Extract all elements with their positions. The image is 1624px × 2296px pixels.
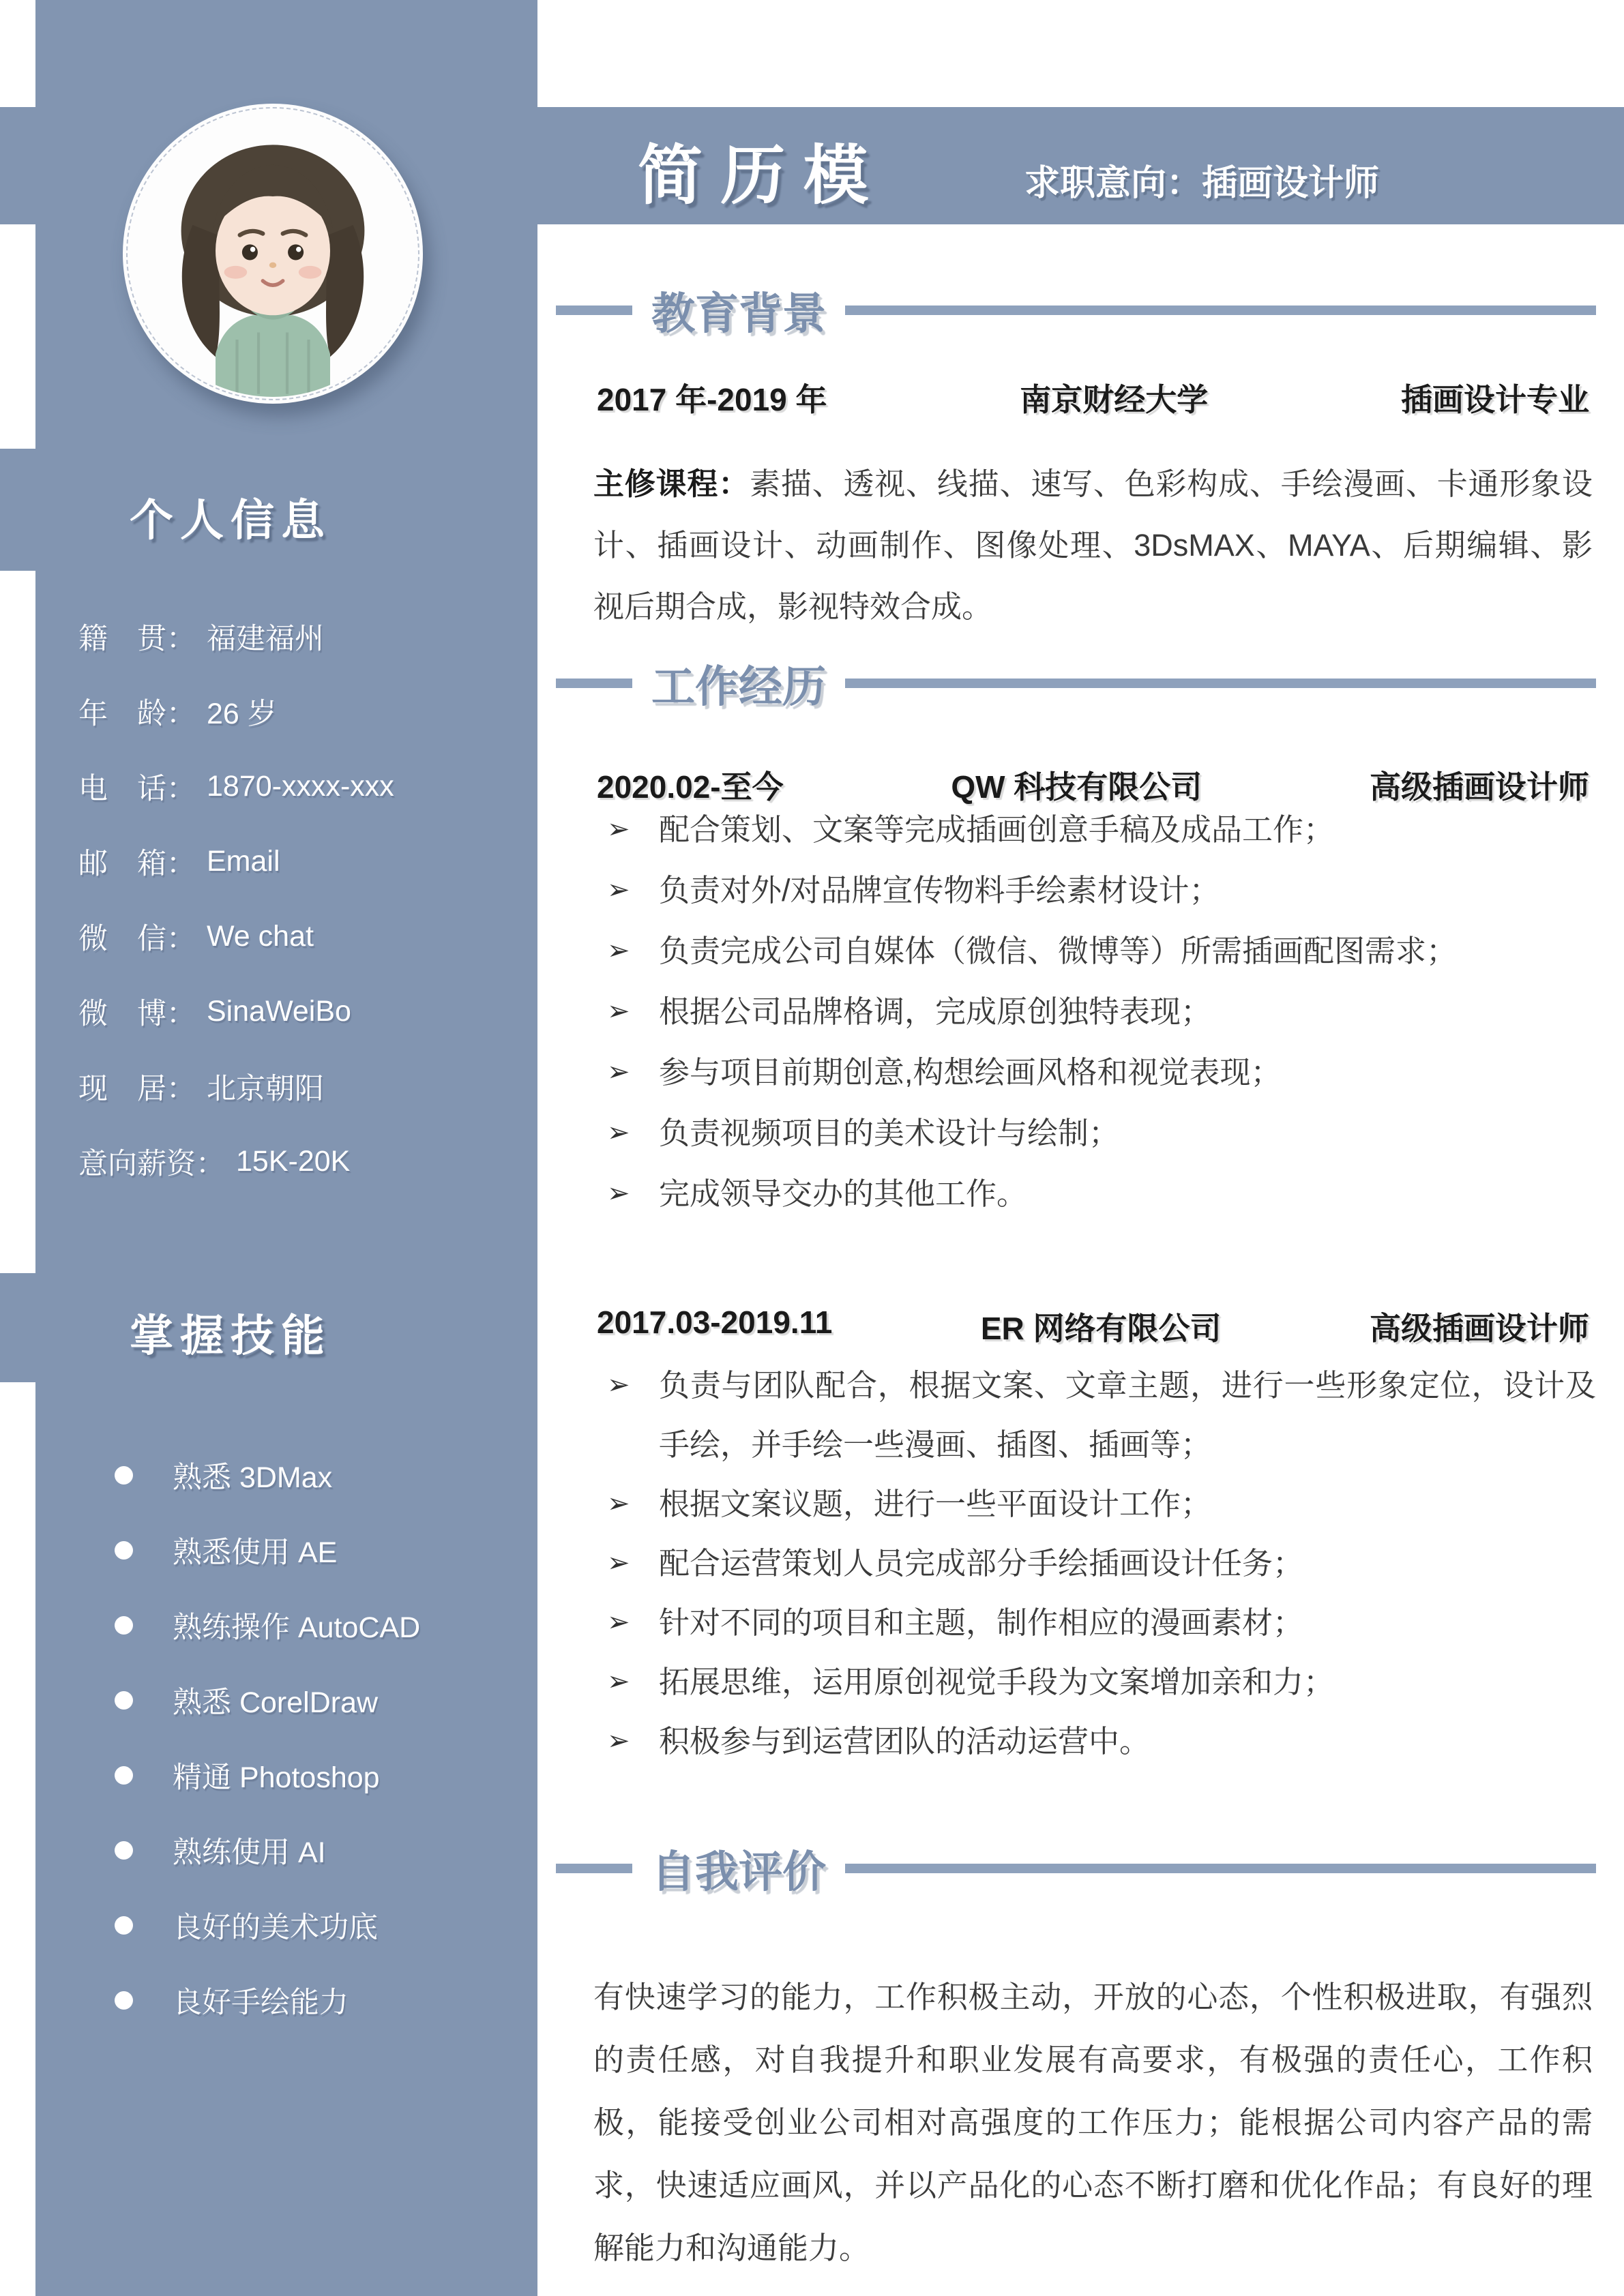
header-dash — [556, 305, 632, 315]
arrow-bullet-icon: ➢ — [607, 1489, 630, 1519]
info-row-email: 邮 箱： Email — [78, 844, 280, 880]
gutter-tab-personal-info — [0, 449, 35, 571]
header-rule — [845, 1864, 1596, 1873]
section-title: 工作经历 — [651, 662, 826, 711]
courses-label: 主修课程： — [593, 466, 750, 501]
dot-icon — [115, 1541, 133, 1560]
header-dash — [556, 1864, 632, 1873]
duty-item: ➢ 参与项目前期创意,构想绘画风格和视觉表现； — [606, 1042, 1596, 1103]
job-role: 高级插画设计师 — [1370, 769, 1589, 805]
skill-item: 良好的美术功底 — [115, 1888, 420, 1963]
arrow-bullet-icon: ➢ — [607, 1057, 630, 1087]
education-major: 插画设计专业 — [1400, 382, 1589, 417]
gutter-tab-skills — [0, 1273, 35, 1382]
job-company: ER 网络有限公司 — [980, 1311, 1222, 1346]
header-rule — [845, 305, 1596, 315]
info-row-wechat: 微 信： We chat — [78, 919, 314, 955]
info-row-weibo: 微 博： SinaWeiBo — [78, 994, 351, 1030]
dot-icon — [115, 1616, 133, 1635]
education-summary-row — [597, 375, 1589, 420]
job-company: QW 科技有限公司 — [951, 769, 1202, 805]
arrow-bullet-icon: ➢ — [607, 875, 630, 905]
duty-item: ➢ 配合运营策划人员完成部分手绘插画设计任务； — [606, 1534, 1596, 1593]
arrow-bullet-icon: ➢ — [607, 996, 630, 1026]
skill-item: 熟悉使用 AE — [115, 1512, 420, 1587]
dot-icon — [115, 1466, 133, 1485]
dot-icon — [115, 1916, 133, 1935]
section-header-self-evaluation — [556, 1841, 1596, 1896]
resume-title: 简 历 模 — [638, 140, 868, 212]
info-row-phone: 电 话： 1870-xxxx-xxx — [78, 769, 394, 805]
job-header-row — [597, 1304, 1589, 1349]
skill-item: 熟练使用 AI — [115, 1813, 420, 1888]
job-period: 2017.03-2019.11 — [597, 1304, 833, 1340]
education-courses: 主修课程：素描、透视、线描、速写、色彩构成、手绘漫画、卡通形象设计、插画设计、动画制作、图像处理、3DsMAX、MAYA、后期编辑、影视后期合成，影视特效合成。 — [593, 466, 1593, 624]
arrow-bullet-icon: ➢ — [607, 936, 630, 966]
job-period: 2020.02-至今 — [597, 769, 784, 805]
header-rule — [845, 679, 1596, 688]
job2-duty-list — [606, 1356, 1596, 1771]
duty-item: ➢ 负责与团队配合，根据文案、文章主题，进行一些形象定位，设计及手绘，并手绘一些漫画、插图、插画等； — [606, 1356, 1596, 1474]
arrow-bullet-icon: ➢ — [607, 1607, 630, 1637]
duty-item: ➢ 根据公司品牌格调，完成原创独特表现； — [606, 981, 1596, 1042]
dot-icon — [115, 1991, 133, 2010]
duty-item: ➢ 针对不同的项目和主题，制作相应的漫画素材； — [606, 1593, 1596, 1652]
arrow-bullet-icon: ➢ — [607, 814, 630, 844]
section-title: 自我评价 — [651, 1847, 826, 1896]
section-header-education — [556, 283, 1596, 338]
arrow-bullet-icon: ➢ — [607, 1548, 630, 1578]
section-header-work — [556, 656, 1596, 711]
self-evaluation-text: 有快速学习的能力，工作积极主动，开放的心态，个性积极进取，有强烈的责任感，对自我提升和职业发展有高要求，有极强的责任心，工作积极，能接受创业公司相对高强度的工作压力；能根据公司内容产品的需求，快速适应画风，并以产品化的心态不断打磨和优化作品；有良好的理解能力和沟通能力。 — [593, 1980, 1593, 2265]
personal-info-title: 个人信息 — [130, 496, 331, 545]
arrow-bullet-icon: ➢ — [607, 1667, 630, 1697]
skill-item: 良好手绘能力 — [115, 1963, 420, 2038]
duty-item: ➢ 配合策划、文案等完成插画创意手稿及成品工作； — [606, 799, 1596, 860]
info-row-residence: 现 居： 北京朝阳 — [78, 1072, 324, 1105]
arrow-bullet-icon: ➢ — [607, 1178, 630, 1208]
arrow-bullet-icon: ➢ — [607, 1726, 630, 1756]
avatar — [123, 104, 423, 404]
arrow-bullet-icon: ➢ — [607, 1370, 630, 1400]
skill-item: 熟练操作 AutoCAD — [115, 1587, 420, 1663]
job-role: 高级插画设计师 — [1370, 1311, 1589, 1346]
job-intention: 求职意向：插画设计师 — [1024, 164, 1380, 203]
duty-item: ➢ 根据文案议题，进行一些平面设计工作； — [606, 1474, 1596, 1534]
duty-item: ➢ 负责对外/对品牌宣传物料手绘素材设计； — [606, 860, 1596, 921]
education-school: 南京财经大学 — [1020, 382, 1209, 417]
avatar-illustration — [130, 110, 416, 397]
duty-item: ➢ 积极参与到运营团队的活动运营中。 — [606, 1712, 1596, 1771]
info-row-age: 年 龄： 26 岁 — [78, 697, 277, 730]
job1-duty-list — [606, 799, 1596, 1224]
dot-icon — [115, 1766, 133, 1785]
section-title: 教育背景 — [651, 289, 826, 338]
duty-item: ➢ 负责完成公司自媒体（微信、微博等）所需插画配图需求； — [606, 921, 1596, 981]
duty-item: ➢ 负责视频项目的美术设计与绘制； — [606, 1103, 1596, 1163]
gutter-tab-top — [0, 107, 35, 224]
duty-item: ➢ 完成领导交办的其他工作。 — [606, 1163, 1596, 1224]
arrow-bullet-icon: ➢ — [607, 1118, 630, 1148]
info-row-origin: 籍 贯： 福建福州 — [78, 622, 324, 655]
skill-item: 熟悉 3DMax — [115, 1437, 420, 1512]
skill-item: 精通 Photoshop — [115, 1738, 420, 1813]
header-dash — [556, 679, 632, 688]
skill-item: 熟悉 CorelDraw — [115, 1663, 420, 1738]
personal-info-list — [78, 599, 394, 1199]
education-period: 2017 年-2019 年 — [597, 382, 827, 417]
info-row-salary: 意向薪资： 15K-20K — [78, 1144, 351, 1180]
duty-item: ➢ 拓展思维，运用原创视觉手段为文案增加亲和力； — [606, 1652, 1596, 1712]
dot-icon — [115, 1691, 133, 1710]
skills-list — [115, 1437, 420, 2038]
skills-title: 掌握技能 — [130, 1311, 331, 1360]
dot-icon — [115, 1841, 133, 1860]
